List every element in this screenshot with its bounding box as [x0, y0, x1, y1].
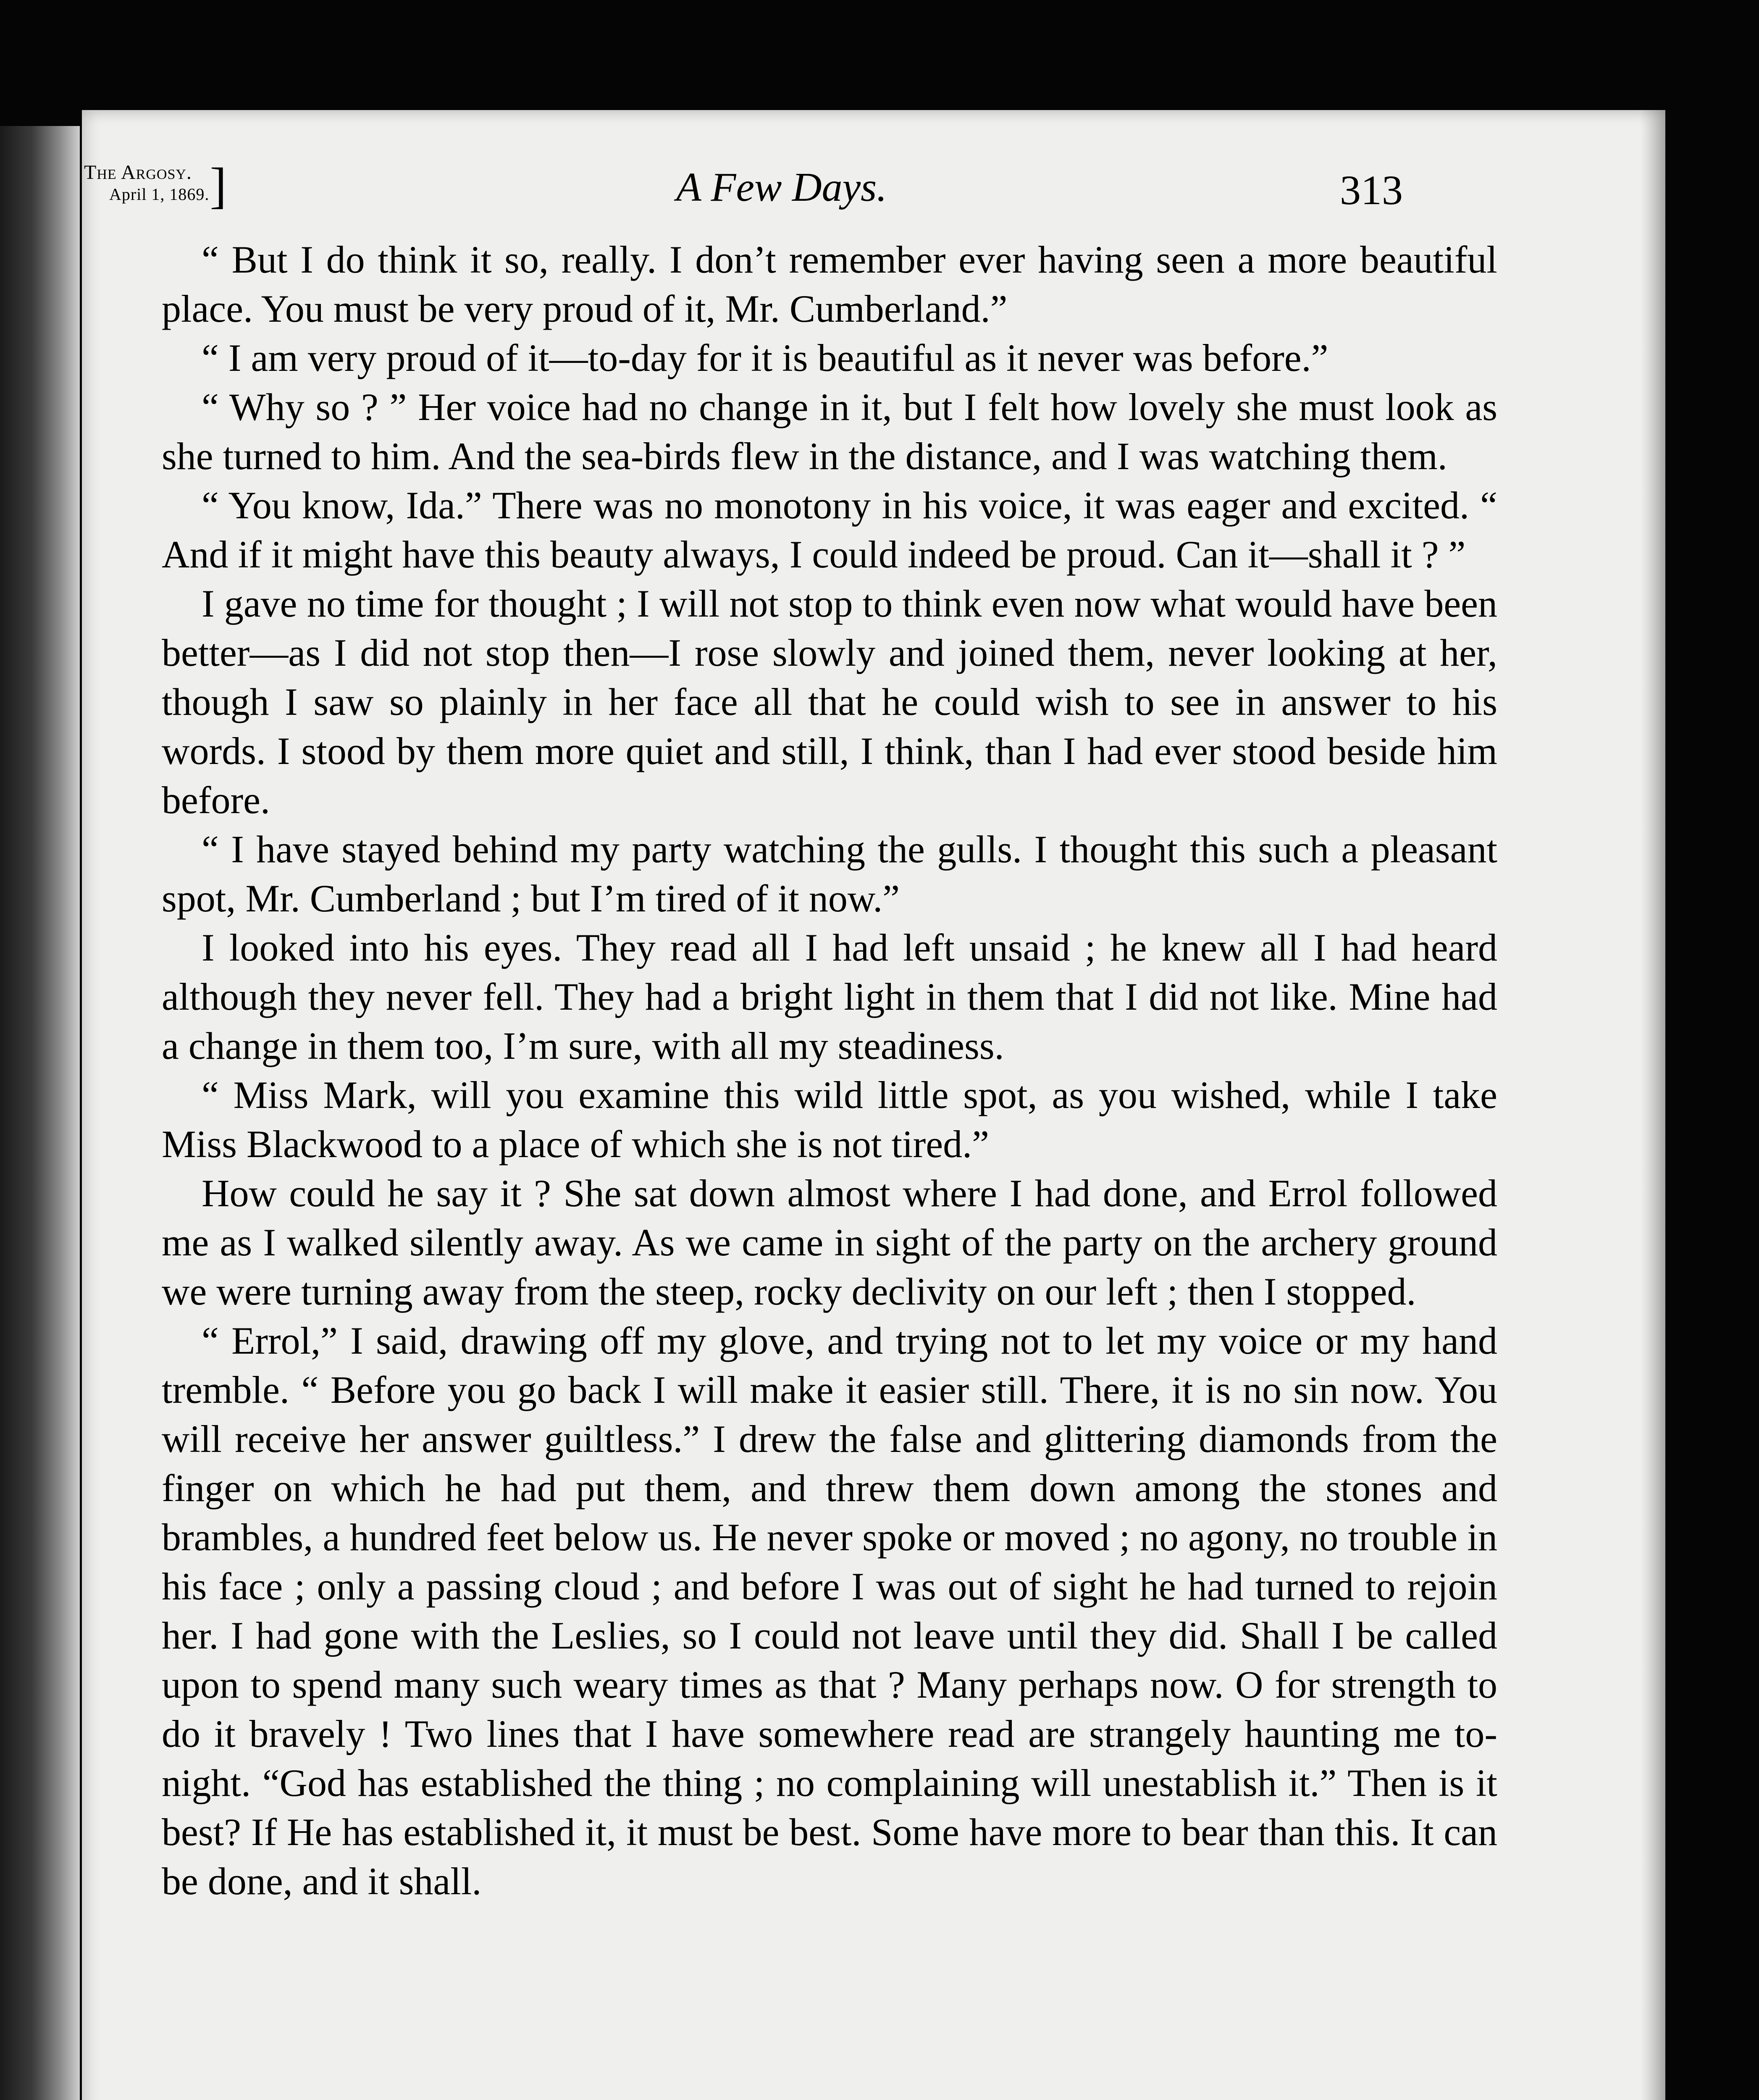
- page-gutter-shadow: [1640, 110, 1665, 2100]
- paragraph: I looked into his eyes. They read all I had left unsaid ; he knew all I had heard although they never fell. They had a bright light in them that I did not like. Mine had a change in them too, I’m sure, with all my steadiness.: [162, 926, 1497, 1067]
- publication-name: The Argosy.: [84, 161, 192, 184]
- paragraph: “ Miss Mark, will you examine this wild little spot, as you wished, while I take Miss Blackwood to a place of which she is not tired.”: [162, 1074, 1497, 1166]
- paragraph: “ I have stayed behind my party watching the gulls. I thought this such a pleasant spot, Mr. Cumberland ; but I’m tired of it now.”: [162, 828, 1497, 920]
- publication-date: April 1, 1869.: [109, 185, 210, 204]
- running-title: A Few Days.: [676, 165, 887, 210]
- paragraph: How could he say it ? She sat down almost where I had done, and Errol followed me as I walked silently away. As we came in sight of the party on the archery ground we were turning away from the steep, rocky declivity on our left ; then I stopped.: [162, 1172, 1497, 1313]
- adjacent-page-edge: [0, 126, 80, 2100]
- paragraph: “ Errol,” I said, drawing off my glove, and trying not to let my voice or my hand tremble. “ Before you go back I will make it easier still. There, it is no sin now. You will receive her answer guiltless.” I drew the false and glittering diamonds from the finger on which he had put them, and threw them down among the stones and brambles, a hundred feet below us. He never spoke or moved ; no agony, no trouble in his face ; only a passing cloud ; and before I was out of sight he had turned to rejoin her. I had gone with the Leslies, so I could not leave until they did. Shall I be called upon to spend many such weary times as that ? Many perhaps now. O for strength to do it bravely ! Two lines that I have somewhere read are strangely haunting me to-night. “God has established the thing ; no complaining will unestablish it.” Then is it best? If He has established it, it must be best. Some have more to bear than this. It can be done, and it shall.: [162, 1319, 1497, 1903]
- body-text: [162, 235, 1497, 1906]
- paragraph: I gave no time for thought ; I will not stop to think even now what would have been better—as I did not stop then—I rose slowly and joined them, never looking at her, though I saw so plainly in her face all that he could wish to see in answer to his words. I stood by them more quiet and still, I think, than I had ever stood beside him before.: [162, 582, 1497, 822]
- running-head-publication: [84, 158, 227, 213]
- paragraph: “ You know, Ida.” There was no monotony in his voice, it was eager and excited. “ And if it might have this beauty always, I could indeed be proud. Can it—shall it ? ”: [162, 484, 1497, 576]
- page-number: 313: [1340, 167, 1403, 213]
- paragraph: “ Why so ? ” Her voice had no change in it, but I felt how lovely she must look as she turned to him. And the sea-birds flew in the distance, and I was watching them.: [162, 386, 1497, 478]
- paragraph: “ I am very proud of it—to-day for it is beautiful as it never was before.”: [202, 336, 1328, 379]
- header-bracket: ]: [210, 158, 227, 213]
- paragraph: “ But I do think it so, really. I don’t remember ever having seen a more beautiful place. You must be very proud of it, Mr. Cumberland.”: [162, 238, 1497, 330]
